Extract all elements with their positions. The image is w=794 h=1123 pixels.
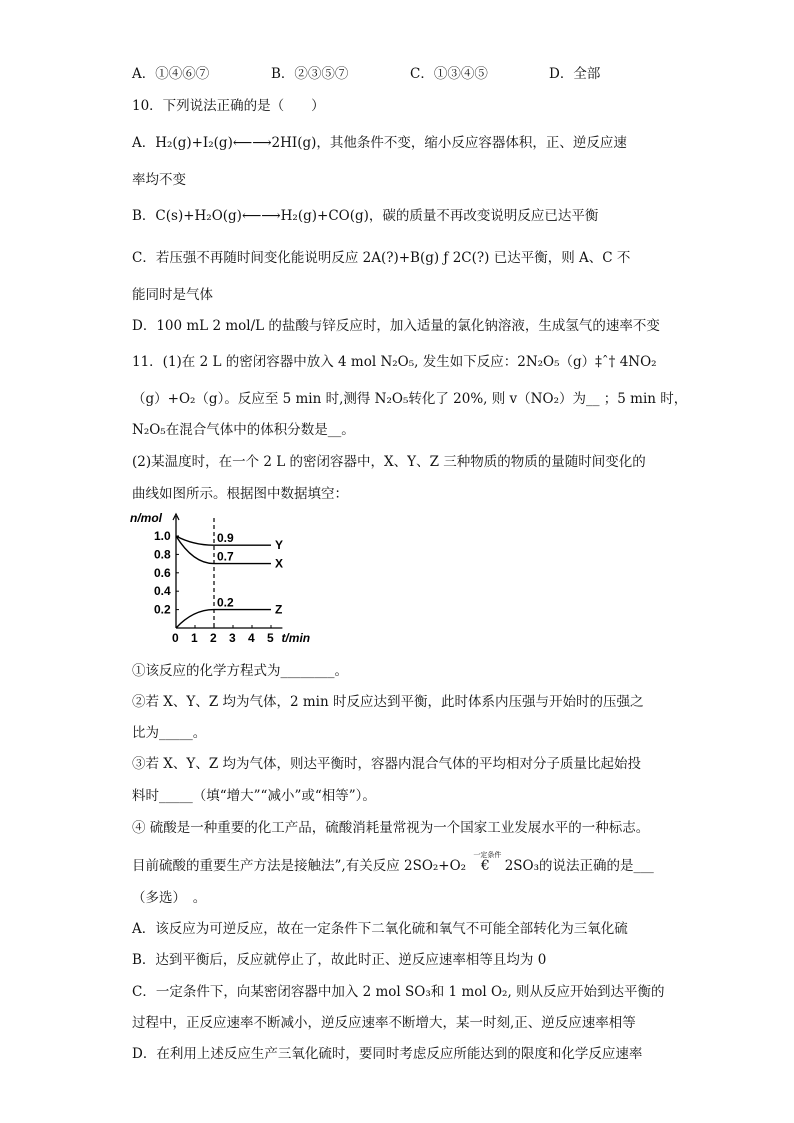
series-value-label-x: 0.7 [217, 549, 234, 564]
equilibrium-symbol: € [480, 858, 490, 874]
q9-option-a: A．①④⑥⑦ [132, 66, 210, 82]
catalyst-label: 一定条件 [473, 851, 502, 859]
x-tick-label: 4 [248, 631, 255, 645]
series-value-label-z: 0.2 [217, 595, 234, 610]
q11-sub4-line3: （多选） 。 [132, 890, 207, 906]
q11-sub4-line2 [132, 851, 654, 876]
q11-line1: 11．(1)在 2 L 的密闭容器中放入 4 mol N₂O₅, 发生如下反应：2N₂O₅（g）‡ˆ† 4NO₂ [132, 354, 657, 370]
q9-option-b: B．②③⑤⑦ [271, 66, 349, 82]
y-tick-label: 0.4 [154, 584, 171, 599]
x-tick-label: 1 [191, 631, 198, 645]
q10-option-a [132, 133, 627, 153]
q10-option-c-line2: 能同时是气体 [132, 287, 213, 303]
q11-sub4-line2b: 2SO₃的说法正确的是___ [504, 858, 654, 874]
q11-option-c-line1: C．一定条件下，向某密闭容器中加入 2 mol SO₃和 1 mol O₂, 则从反应开始到达平衡的 [132, 984, 665, 1000]
q9-option-c: C．①③④⑤ [410, 66, 488, 82]
q11-sub3-line1: ③若 X、Y、Z 均为气体，则达平衡时，容器内混合气体的平均相对分子质量比起始投 [132, 756, 641, 772]
q11-sub2-line1: ②若 X、Y、Z 均为气体，2 min 时反应达到平衡，此时体系内压强与开始时的压强之 [132, 694, 644, 710]
q11-sub2-line2: 比为_____。 [132, 725, 207, 741]
q11-sub4-line2a: 目前硫酸的重要生产方法是接触法”,有关反应 2SO₂+O₂ [132, 858, 467, 874]
q11-sub4-line1: ④ 硫酸是一种重要的化工产品，硫酸消耗量常视为一个国家工业发展水平的一种标志。 [132, 820, 650, 836]
series-value-label-y: 0.9 [217, 531, 234, 546]
q10-option-b [132, 206, 598, 226]
q10-b-prefix: B． [132, 208, 156, 224]
q10-stem: 10．下列说法正确的是（ ） [132, 98, 325, 114]
q9-option-d: D．全部 [549, 66, 601, 82]
q11-option-b: B．达到平衡后，反应就停止了，故此时正、逆反应速率相等且均为 0 [132, 952, 547, 968]
q10-option-c-line1: C．若压强不再随时间变化能说明反应 2A(?)+B(g) ƒ 2C(?) 已达平衡，则 A、C 不 [132, 250, 631, 266]
q10-a-text: ，其他条件不变，缩小反应容器体积，正、逆反应速 [316, 135, 627, 151]
q11-line2: （g）+O₂（g）。反应至 5 min 时,测得 N₂O₅转化了 20%, 则 v（NO₂）为__ ；5 min 时， [132, 391, 688, 407]
y-tick-label: 0.2 [154, 602, 171, 617]
y-tick-label: 1.0 [154, 529, 171, 543]
x-axis-label: t/min [281, 631, 311, 645]
q11-part2-line1: (2)某温度时，在一个 2 L 的密闭容器中，X、Y、Z 三种物质的物质的量随时间变化的 [132, 454, 646, 470]
mole-time-chart [126, 510, 326, 650]
q11-option-c-line2: 过程中，正反应速率不断减小，逆反应速率不断增大，某一时刻,正、逆反应速率相等 [132, 1015, 636, 1031]
q10-a-equation: H₂(g)+I₂(g)⟵⟶2HI(g) [155, 135, 317, 151]
q11-part2-line2: 曲线如图所示。根据图中数据填空： [132, 486, 348, 502]
q11-sub1: ①该反应的化学方程式为________。 [132, 663, 348, 679]
series-name-x: X [275, 556, 284, 571]
q10-option-a-cont: 率均不变 [132, 172, 186, 188]
q11-option-a: A．该反应为可逆反应，故在一定条件下二氧化硫和氧气不可能全部转化为三氧化硫 [132, 921, 628, 937]
x-tick-label: 3 [229, 631, 236, 645]
q10-option-d: D．100 mL 2 mol/L 的盐酸与锌反应时，加入适量的氯化钠溶液，生成氢气的速率不变 [132, 318, 660, 334]
q10-b-text: ，碳的质量不再改变说明反应已达平衡 [368, 208, 599, 224]
q11-option-d: D．在利用上述反应生产三氧化硫时，要同时考虑反应所能达到的限度和化学反应速率 [132, 1046, 643, 1062]
series-name-y: Y [275, 538, 284, 553]
series-name-z: Z [275, 602, 283, 617]
y-tick-label: 0.6 [154, 565, 171, 580]
x-tick-label: 5 [267, 631, 274, 645]
q10-a-prefix: A． [132, 135, 156, 151]
q11-line3: N₂O₅在混合气体中的体积分数是__。 [132, 422, 355, 438]
x-tick-label: 0 [172, 631, 179, 645]
series-curve-z [176, 610, 271, 628]
q10-b-equation: C(s)+H₂O(g)⟵⟶H₂(g)+CO(g) [155, 208, 369, 224]
y-axis-label: n/mol [130, 511, 162, 525]
y-tick-label: 0.8 [154, 547, 171, 562]
reversible-arrow-icon [470, 851, 502, 876]
q11-sub3-line2: 料时_____（填“增大”“减小”或“相等”）。 [132, 788, 376, 804]
x-tick-label: 2 [210, 631, 217, 645]
